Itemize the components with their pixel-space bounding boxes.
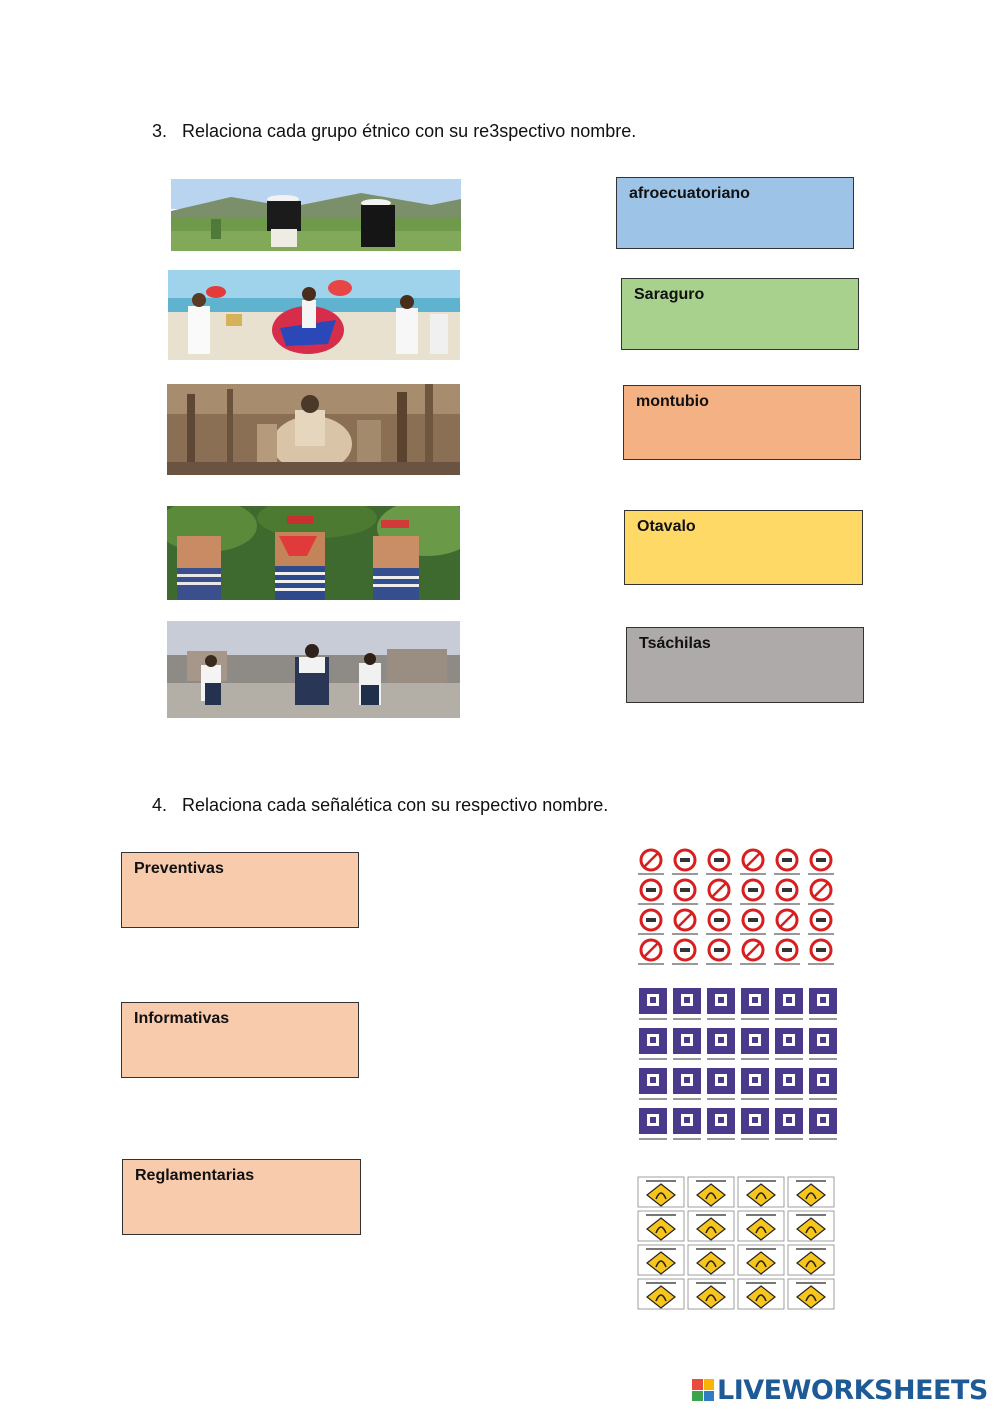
answer-label-saraguro: Saraguro (634, 286, 705, 303)
preventive-sign (788, 1245, 834, 1275)
answer-label-reglamentarias: Reglamentarias (135, 1167, 255, 1184)
regulatory-sign (740, 910, 766, 935)
answer-label-afroecuatoriano: afroecuatoriano (629, 185, 750, 202)
preventive-sign (638, 1211, 684, 1241)
question-3-heading (152, 121, 636, 142)
informative-sign (809, 1068, 837, 1100)
regulatory-sign (672, 850, 698, 875)
informative-sign (673, 988, 701, 1020)
preventive-sign (788, 1279, 834, 1309)
informative-signs-image (636, 985, 841, 1145)
photo-afroecuatoriano[interactable] (168, 270, 460, 360)
informative-signs-panel[interactable] (636, 985, 841, 1145)
regulatory-sign (808, 940, 834, 965)
preventive-sign (638, 1177, 684, 1207)
informative-sign (707, 1068, 735, 1100)
informative-sign (673, 1108, 701, 1140)
informative-sign (809, 1028, 837, 1060)
question-4-number: 4. (152, 795, 168, 815)
informative-sign (707, 988, 735, 1020)
regulatory-sign (774, 880, 800, 905)
answer-label-tsachilas: Tsáchilas (639, 635, 711, 652)
answer-box-montubio[interactable] (623, 385, 861, 460)
regulatory-sign (808, 880, 834, 905)
photo-otavalo[interactable] (167, 621, 460, 718)
informative-sign (707, 1028, 735, 1060)
preventive-sign (738, 1279, 784, 1309)
regulatory-sign (774, 850, 800, 875)
informative-sign (707, 1108, 735, 1140)
preventive-sign (688, 1245, 734, 1275)
regulatory-sign (672, 910, 698, 935)
informative-sign (741, 1068, 769, 1100)
informative-sign (673, 1028, 701, 1060)
photo-tsachilas[interactable] (167, 506, 460, 600)
question-4-text: Relaciona cada señalética con su respectivo nombre. (182, 795, 609, 815)
answer-box-preventivas[interactable] (121, 852, 359, 928)
informative-sign (775, 1068, 803, 1100)
photo-afroecuatoriano-image (168, 270, 460, 360)
regulatory-sign (672, 940, 698, 965)
preventive-sign (688, 1211, 734, 1241)
regulatory-sign (774, 910, 800, 935)
regulatory-sign (638, 850, 664, 875)
informative-sign (775, 1028, 803, 1060)
regulatory-sign (740, 880, 766, 905)
regulatory-sign (808, 910, 834, 935)
regulatory-sign (706, 940, 732, 965)
regulatory-sign (638, 910, 664, 935)
preventive-sign (688, 1279, 734, 1309)
photo-tsachilas-image (167, 506, 460, 600)
preventive-sign (688, 1177, 734, 1207)
regulatory-signs-panel[interactable] (636, 848, 841, 972)
informative-sign (775, 1108, 803, 1140)
answer-box-reglamentarias[interactable] (122, 1159, 361, 1235)
preventive-sign (738, 1177, 784, 1207)
regulatory-sign (774, 940, 800, 965)
informative-sign (673, 1068, 701, 1100)
regulatory-sign (638, 880, 664, 905)
informative-sign (741, 988, 769, 1020)
regulatory-sign (808, 850, 834, 875)
informative-sign (809, 1108, 837, 1140)
informative-sign (741, 1028, 769, 1060)
answer-label-montubio: montubio (636, 393, 709, 410)
photo-otavalo-image (167, 621, 460, 718)
informative-sign (741, 1108, 769, 1140)
answer-label-otavalo: Otavalo (637, 518, 696, 535)
preventive-sign (738, 1211, 784, 1241)
informative-sign (639, 1028, 667, 1060)
regulatory-sign (638, 940, 664, 965)
informative-sign (639, 1068, 667, 1100)
informative-sign (639, 988, 667, 1020)
answer-label-preventivas: Preventivas (134, 860, 224, 877)
photo-saraguro-image (171, 179, 461, 251)
answer-box-tsachilas[interactable] (626, 627, 864, 703)
regulatory-sign (740, 850, 766, 875)
informative-sign (775, 988, 803, 1020)
answer-box-afroecuatoriano[interactable] (616, 177, 854, 249)
informative-sign (639, 1108, 667, 1140)
regulatory-signs-image (636, 848, 841, 972)
regulatory-sign (672, 880, 698, 905)
regulatory-sign (740, 940, 766, 965)
preventive-sign (638, 1245, 684, 1275)
preventive-sign (738, 1245, 784, 1275)
regulatory-sign (706, 910, 732, 935)
preventive-signs-image (636, 1175, 836, 1310)
regulatory-sign (706, 850, 732, 875)
answer-box-saraguro[interactable] (621, 278, 859, 350)
preventive-sign (638, 1279, 684, 1309)
photo-montubio[interactable] (167, 384, 460, 475)
photo-montubio-image (167, 384, 460, 475)
question-3-text: Relaciona cada grupo étnico con su re3spectivo nombre. (182, 121, 637, 141)
answer-label-informativas: Informativas (134, 1010, 230, 1027)
answer-box-otavalo[interactable] (624, 510, 863, 585)
logo-badge-icon (692, 1379, 714, 1401)
photo-saraguro[interactable] (171, 179, 461, 251)
regulatory-sign (706, 880, 732, 905)
informative-sign (809, 988, 837, 1020)
preventive-sign (788, 1211, 834, 1241)
question-4-heading (152, 795, 608, 816)
answer-box-informativas[interactable] (121, 1002, 359, 1078)
logo-text: LIVEWORKSHEETS (717, 1374, 988, 1406)
preventive-sign (788, 1177, 834, 1207)
question-3-number: 3. (152, 121, 168, 141)
liveworksheets-logo (692, 1373, 992, 1407)
preventive-signs-panel[interactable] (636, 1175, 836, 1310)
